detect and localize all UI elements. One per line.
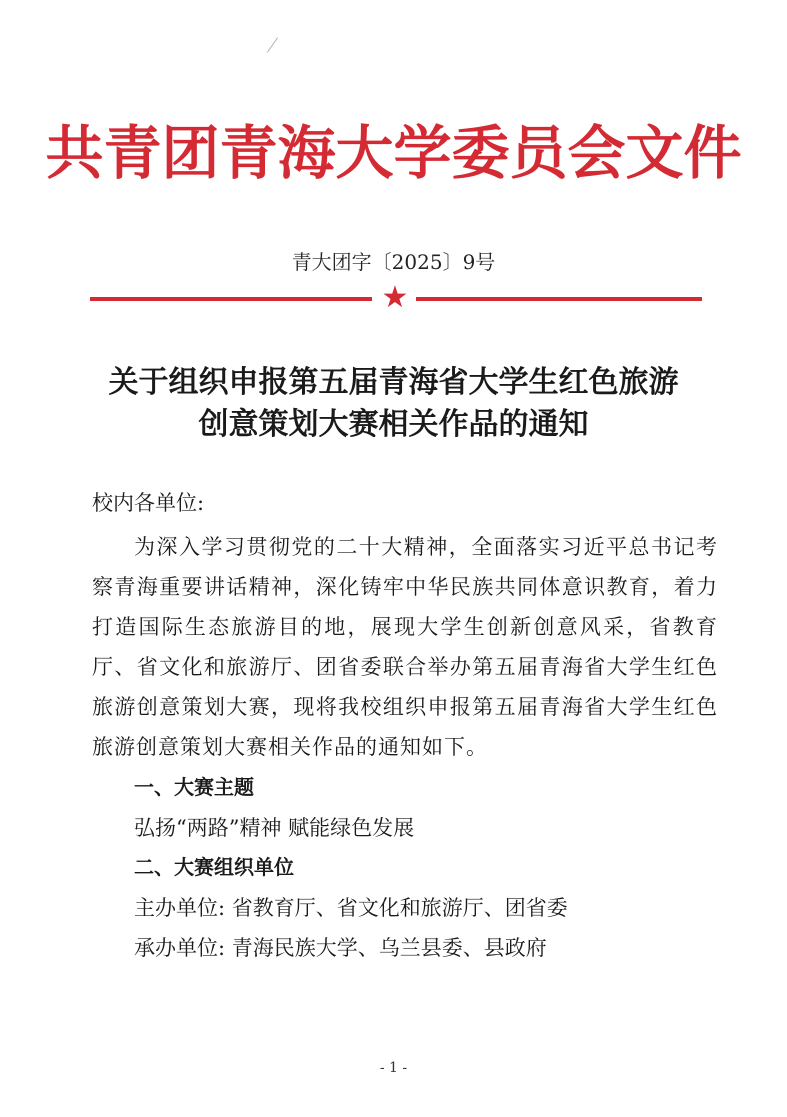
red-divider-right <box>416 297 702 301</box>
host-units: 主办单位: 省教育厅、省文化和旅游厅、团省委 <box>134 896 568 920</box>
star-icon: ★ <box>381 280 409 315</box>
organizer-units: 承办单位: 青海民族大学、乌兰县委、县政府 <box>134 936 547 960</box>
red-divider-left <box>90 297 372 301</box>
scan-mark <box>267 37 278 52</box>
notice-title-line1: 关于组织申报第五届青海省大学生红色旅游 <box>108 365 679 400</box>
body-paragraph: 为深入学习贯彻党的二十大精神，全面落实习近平总书记考察青海重要讲话精神，深化铸牢中华民族共同体意识教育，着力打造国际生态旅游目的地，展现大学生创新创意风采，省教育厅、省文化和旅游厅、团省委联合举办第五届青海省大学生红色旅游创意策划大赛，现将我校组织申报第五届青海省大学生红色旅游创意策划大赛相关作品的通知如下。 <box>92 535 718 759</box>
section-2-heading: 二、大赛组织单位 <box>134 855 294 879</box>
document-number: 青大团字〔2025〕9号 <box>291 250 496 274</box>
section-1-text: 弘扬“两路”精神 赋能绿色发展 <box>134 816 415 840</box>
addressee: 校内各单位: <box>92 491 205 515</box>
document-header-title: 共青团青海大学委员会文件 <box>45 119 742 187</box>
notice-title-line2: 创意策划大赛相关作品的通知 <box>198 407 589 442</box>
body-text <box>92 527 718 767</box>
notice-title <box>60 362 727 446</box>
page-number: - 1 - <box>379 1060 408 1076</box>
section-1-heading: 一、大赛主题 <box>134 775 254 799</box>
